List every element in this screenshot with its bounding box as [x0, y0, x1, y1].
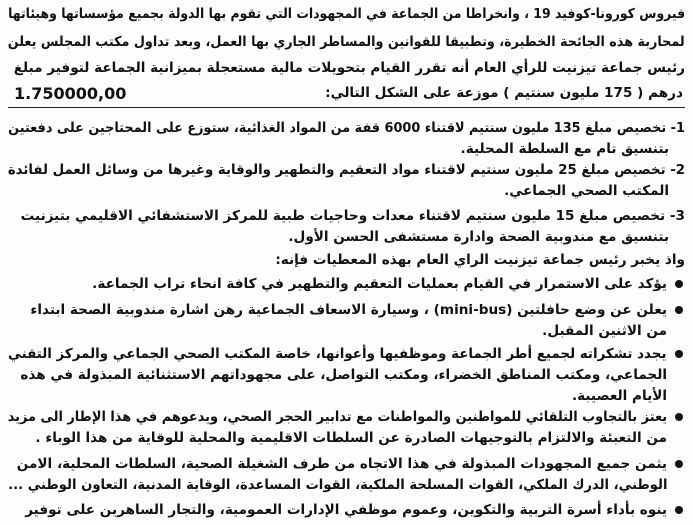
bullet-line: ينوه بأداء أسرة التربية والتكوين، وعموم موظفي الإدارات العمومية، والتجار الساهرين على توفير [25, 502, 667, 518]
bullet-line: يثمن جميع المجهودات المبذولة في هذا الاتجاه من طرف الشغيلة الصحية، السلطات المحلية، الامن [16, 456, 667, 472]
amount-line [10, 84, 683, 106]
bullet-icon [675, 350, 683, 358]
paragraph-line: لمحاربة هذه الجائحة الخطيرة، وتطبيقا للقوانين والمساطر الجاري بها العمل، وبعد تداول مكتب المجلس يعلن [8, 34, 685, 50]
item-line: 1- تخصيص مبلغ 135 مليون سنتيم لاقتناء 6000 قفة من المواد الغذائية، ستوزع على المحتاجين على دفعتين [8, 120, 685, 136]
bullet-line: يعتز بالتجاوب التلقائي للمواطنين والمواطنات مع تدابير الحجر الصحي، ويدعوهم في هذا الإطار الى مزيد [7, 409, 667, 425]
amount-value: 1.750000,00 [14, 84, 127, 103]
bullet-icon [675, 280, 683, 288]
bullet-icon [675, 506, 683, 514]
bullet-line: الوطني، الدرك الملكي، القوات المسلحة الملكية، القوات المساعدة، الوقاية المدنية، التعاون الوطني ... [7, 477, 667, 493]
item-line: بتنسيق تام مع السلطة المحلية. [460, 141, 669, 157]
item-line: بتنسيق مع مندوبية الصحة وادارة مستشفى الحسن الأول. [288, 229, 669, 245]
bullet-icon [675, 460, 683, 468]
bullet-line: الجماعي، ومكتب المناطق الخضراء، ومكتب التواصل، على مجهوداتهم الاستثنائية المبذولة في هذه [20, 367, 667, 383]
bullet-icon [675, 306, 683, 314]
bullet-line: يعلن عن وضع حافلتين (mini-bus) ، وسيارة الاسعاف الجماعية رهن اشارة مندوبية الصحة ابتداء [30, 302, 667, 318]
bullet-icon [675, 413, 683, 421]
bullet-line: الأيام العصيبة. [571, 388, 667, 404]
bullet-line: يجدد تشكراته لجميع أطر الجماعة وموظفيها وأعوانها، خاصة المكتب الصحي الجماعي والمركز التقني [8, 346, 667, 362]
divider [8, 107, 685, 108]
bullet-line: يؤكد على الاستمرار في القيام بعمليات التعقيم والتطهير في كافة انحاء تراب الجماعة. [92, 276, 667, 292]
bullet-line: من التعبئة والالتزام بالتوجيهات الصادرة عن السلطات الاقليمية والمحلية للوقاية من هذا الوباء . [35, 430, 667, 446]
paragraph-line: فيروس كورونا-كوفيد 19 ، وانخراطا من الجماعة في المجهودات التي تقوم بها الدولة بجميع مؤسساتها وهيئاتها [7, 6, 685, 22]
bullet-line: من الاثنين المقبل. [542, 323, 667, 339]
intro-line: واذ يخبر رئيس جماعة تيزنيت الراي العام بهذه المعطيات فإنه: [275, 252, 685, 268]
item-line: المكتب الصحي الجماعي. [504, 183, 669, 199]
amount-description: درهم ( 175 مليون سنتيم ) موزعة على الشكل التالي: [325, 85, 683, 101]
item-line: 3- تخصيص مبلغ 15 مليون سنتيم لاقتناء معدات وحاجيات طبية للمركز الاستشفائي الاقليمي بتيزنيت [20, 208, 685, 224]
paragraph-line: رئيس جماعة تيزنيت للرأي العام أنه تقرر القيام بتحويلات مالية مستعجلة بميزانية الجماعة لتوفير مبلغ [13, 60, 685, 76]
item-line: 2- تخصيص مبلغ 25 مليون سنتيم لاقتناء مواد التعقيم والتطهير والوقاية وغيرها من وسائل العمل لفائدة [7, 162, 685, 178]
